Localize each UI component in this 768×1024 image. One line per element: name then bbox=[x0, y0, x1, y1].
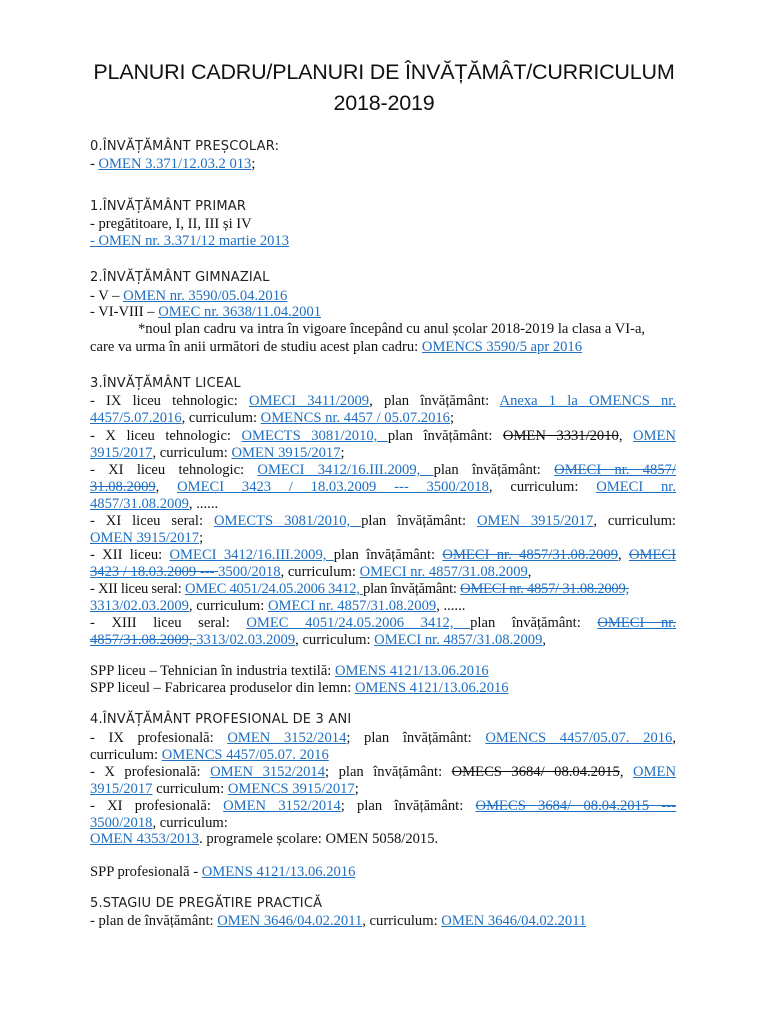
text: - XI liceu seral: bbox=[90, 513, 214, 529]
prof-ix-line-2 bbox=[90, 747, 676, 764]
text: plan învățământ: bbox=[387, 428, 503, 444]
text: ; bbox=[340, 445, 345, 461]
gimnazial-note-2 bbox=[90, 339, 676, 356]
link-omeci-4857-seral-curr[interactable]: OMECI nr. 4857/31.08.2009 bbox=[267, 598, 437, 614]
liceal-x-line-1 bbox=[90, 428, 676, 445]
struck-link-omecs-3684[interactable]: OMECS 3684/ 08.04.2015 --- bbox=[475, 798, 676, 814]
gimnazial-line-1 bbox=[90, 288, 676, 305]
link-omen-prof-x[interactable]: OMEN bbox=[633, 764, 676, 780]
struck-link-omeci-4857-xii[interactable]: OMECI nr. 4857/31.08.2009 bbox=[442, 547, 618, 563]
link-omencs-3915[interactable]: OMENCS 3915/2017 bbox=[227, 781, 355, 797]
text: , curriculum: bbox=[295, 632, 375, 648]
link-omeci-nr[interactable]: OMECI nr. bbox=[596, 479, 676, 495]
spp-liceu-textila bbox=[90, 663, 676, 680]
text: , curriculum: bbox=[152, 815, 228, 831]
text: - XI liceu tehnologic: bbox=[90, 462, 258, 478]
spp-liceu-lemn bbox=[90, 680, 676, 697]
text: , bbox=[672, 730, 676, 746]
struck-link-3423[interactable]: 3423 / 18.03.2009 --- bbox=[90, 564, 219, 580]
text: . programele școlare: OMEN 5058/2015. bbox=[199, 831, 439, 847]
liceal-ix-line-2 bbox=[90, 410, 676, 427]
section-heading-liceal: 3.ÎNVĂȚĂMÂNT LICEAL bbox=[90, 376, 241, 391]
text: , curriculum: bbox=[280, 564, 360, 580]
text: - X liceu tehnologic: bbox=[90, 428, 242, 444]
text: - plan de învățământ: bbox=[90, 913, 218, 929]
text: - VI-VIII – bbox=[90, 304, 159, 320]
prof-ix-line-1 bbox=[90, 730, 676, 747]
text: , ...... bbox=[436, 598, 466, 614]
link-omeci-4857-xiii-curr[interactable]: OMECI nr. 4857/31.08.2009 bbox=[374, 632, 543, 648]
text: care va urma în anii următori de studiu acest plan cadru: bbox=[90, 339, 422, 355]
text: , ...... bbox=[188, 496, 219, 512]
struck-link-omeci-4857-seral[interactable]: OMECI nr. 4857/ 31.08.2009, bbox=[460, 581, 629, 597]
section-heading-primar: 1.ÎNVĂȚĂMÂNT PRIMAR bbox=[90, 199, 247, 214]
liceal-xiii-line-2 bbox=[90, 632, 676, 649]
text: , bbox=[618, 547, 629, 563]
text: , curriculum: bbox=[152, 445, 232, 461]
text: plan învățământ: bbox=[333, 547, 443, 563]
link-3500-2018[interactable]: 3500/2018 bbox=[218, 564, 281, 580]
link-omects-3081-seral[interactable]: OMECTS 3081/2010, bbox=[213, 513, 362, 529]
link-3500-prof[interactable]: 3500/2018 bbox=[90, 815, 153, 831]
link-omec-4051[interactable]: OMEC 4051/24.05.2006 3412, bbox=[184, 581, 364, 597]
text: , curriculum: bbox=[362, 913, 442, 929]
text: ; bbox=[354, 781, 359, 797]
link-omec-4051-xiii[interactable]: OMEC 4051/24.05.2006 3412, bbox=[246, 615, 471, 631]
link-omeci-4857-xii-curr[interactable]: OMECI nr. 4857/31.08.2009 bbox=[359, 564, 528, 580]
text: - bbox=[90, 156, 99, 172]
liceal-xiii-line-1 bbox=[90, 615, 676, 632]
text: - V – bbox=[90, 288, 124, 304]
link-omen-3371[interactable]: OMEN 3.371/12.03.2 013 bbox=[98, 156, 252, 172]
text: plan învățământ: bbox=[470, 615, 598, 631]
text: plan învățământ: bbox=[361, 513, 477, 529]
link-4457-2016[interactable]: 4457/5.07.2016 bbox=[90, 410, 182, 426]
text: ; plan învățământ: bbox=[346, 730, 486, 746]
section-heading-prescolar: 0.ÎNVĂȚĂMÂNT PREȘCOLAR: bbox=[90, 139, 280, 154]
link-omen-3152-ix[interactable]: OMEN 3152/2014 bbox=[227, 730, 347, 746]
liceal-xi-seral-line-1 bbox=[90, 513, 676, 530]
text: , bbox=[155, 479, 178, 495]
text: plan învățământ: bbox=[433, 462, 555, 478]
text: , curriculum: bbox=[488, 479, 597, 495]
text: - X profesională: bbox=[90, 764, 211, 780]
prof-xi-line-1 bbox=[90, 798, 676, 815]
struck-link-omeci-4857[interactable]: OMECI nr. 4857/ bbox=[554, 462, 676, 478]
prof-xi-line-2 bbox=[90, 815, 676, 832]
liceal-xii-line-2 bbox=[90, 564, 676, 581]
link-omen-4353[interactable]: OMEN 4353/2013 bbox=[90, 831, 200, 847]
text: - XI profesională: bbox=[90, 798, 224, 814]
text: , bbox=[619, 764, 634, 780]
link-omencs-4457[interactable]: OMENCS nr. 4457 / 05.07.2016 bbox=[260, 410, 450, 426]
section-heading-stagiu: 5.STAGIU DE PREGĂTIRE PRACTICĂ bbox=[90, 896, 323, 911]
liceal-xi-line-1 bbox=[90, 462, 676, 479]
link-omen-3152-x[interactable]: OMEN 3152/2014 bbox=[210, 764, 326, 780]
link-omeci-3412-xii[interactable]: OMECI 3412/16.III.2009, bbox=[169, 547, 334, 563]
link-3313-2009[interactable]: 3313/02.03.2009 bbox=[90, 598, 189, 614]
link-omeci-3423[interactable]: OMECI 3423 / 18.03.2009 --- 3500/2018 bbox=[177, 479, 489, 495]
text: - IX liceu tehnologic: bbox=[90, 393, 250, 409]
link-omens-4121-b[interactable]: OMENS 4121/13.06.2016 bbox=[354, 680, 509, 696]
gimnazial-note-1: *noul plan cadru va intra în vigoare începând cu anul școlar 2018-2019 la clasa a VI-a, bbox=[138, 321, 646, 337]
struck-link-31-08-2009[interactable]: 31.08.2009 bbox=[90, 479, 156, 495]
text: , bbox=[542, 632, 547, 648]
struck-link-omeci-xii[interactable]: OMECI bbox=[628, 547, 677, 563]
link-omects-3081[interactable]: OMECTS 3081/2010, bbox=[241, 428, 388, 444]
link-omeci-3412[interactable]: OMECI 3412/16.III.2009, bbox=[257, 462, 434, 478]
link-3313-xiii[interactable]: 3313/02.03.2009 bbox=[196, 632, 296, 648]
gimnazial-line-2 bbox=[90, 304, 676, 321]
text: curriculum: bbox=[152, 781, 228, 797]
link-omen-3915-b[interactable]: OMEN 3915/2017 bbox=[231, 445, 341, 461]
link-omec-3638[interactable]: OMEC nr. 3638/11.04.2001 bbox=[158, 304, 322, 320]
section-heading-profesional: 4.ÎNVĂȚĂMÂNT PROFESIONAL DE 3 ANI bbox=[90, 712, 352, 727]
link-omeci-3411[interactable]: OMECI 3411/2009 bbox=[249, 393, 370, 409]
struck-omecs-3684: OMECS 3684/ 08.04.2015 bbox=[451, 764, 620, 780]
link-omens-4121-a[interactable]: OMENS 4121/13.06.2016 bbox=[335, 663, 489, 679]
liceal-ix-line-1 bbox=[90, 393, 676, 410]
link-omencs-4457-ix-curr[interactable]: OMENCS 4457/05.07. 2016 bbox=[161, 747, 329, 763]
link-anexa-1[interactable]: Anexa 1 la OMENCS nr. bbox=[499, 393, 676, 409]
page-title: PLANURI CADRU/PLANURI DE ÎNVĂȚĂMÂT/CURRICULUM bbox=[93, 60, 675, 84]
struck-omen-3331: OMEN 3331/2010 bbox=[502, 428, 619, 444]
text: ; bbox=[199, 530, 204, 546]
text: ; plan învățământ: bbox=[340, 798, 476, 814]
spp-profesionala bbox=[90, 864, 676, 881]
page-subtitle-year: 2018-2019 bbox=[333, 91, 435, 115]
section-heading-gimnazial: 2.ÎNVĂȚĂMÂNT GIMNAZIAL bbox=[90, 270, 270, 285]
text: , curriculum: bbox=[593, 513, 676, 529]
prof-x-line-2 bbox=[90, 781, 676, 798]
text: - XII liceu: bbox=[90, 547, 170, 563]
stagiu-line bbox=[90, 913, 676, 930]
liceal-xi-line-2 bbox=[90, 479, 676, 496]
text: ; bbox=[449, 410, 455, 426]
text: - IX profesională: bbox=[90, 730, 228, 746]
text: plan învățământ: bbox=[363, 581, 461, 597]
link-3915-2017[interactable]: 3915/2017 bbox=[90, 445, 153, 461]
text: , bbox=[618, 428, 633, 444]
liceal-xii-seral-line-2 bbox=[90, 598, 676, 615]
primar-line-2 bbox=[90, 233, 676, 250]
prof-xi-line-3 bbox=[90, 831, 676, 848]
text: ; bbox=[251, 156, 256, 172]
text: ; plan învățământ: bbox=[325, 764, 452, 780]
link-omen-3915-a[interactable]: OMEN bbox=[633, 428, 676, 444]
text: SPP liceu – Tehnician în industria textilă: bbox=[90, 663, 336, 679]
liceal-xi-line-3 bbox=[90, 496, 676, 513]
struck-link-omeci-nr-xiii[interactable]: OMECI nr. bbox=[597, 615, 676, 631]
text: SPP profesională - bbox=[90, 864, 202, 880]
prescolar-line bbox=[90, 156, 676, 173]
text: , curriculum: bbox=[181, 410, 261, 426]
text: , plan învățământ: bbox=[369, 393, 500, 409]
link-omencs-4457-ix[interactable]: OMENCS 4457/05.07. 2016 bbox=[485, 730, 673, 746]
liceal-xi-seral-line-2 bbox=[90, 530, 676, 547]
link-omen-3915-seral-curr[interactable]: OMEN 3915/2017 bbox=[90, 530, 200, 546]
link-omen-3646-curr[interactable]: OMEN 3646/04.02.2011 bbox=[441, 913, 587, 929]
primar-line-1: - pregătitoare, I, II, III și IV bbox=[90, 216, 252, 232]
link-4857-31-08-2009[interactable]: 4857/31.08.2009 bbox=[90, 496, 189, 512]
liceal-x-line-2 bbox=[90, 445, 676, 462]
link-omen-3152-xi[interactable]: OMEN 3152/2014 bbox=[223, 798, 341, 814]
text: curriculum: bbox=[90, 747, 162, 763]
text: , bbox=[527, 564, 532, 580]
liceal-xii-line-1 bbox=[90, 547, 676, 564]
link-omen-3590[interactable]: OMEN nr. 3590/05.04.2016 bbox=[123, 288, 288, 304]
link-omens-4121-prof[interactable]: OMENS 4121/13.06.2016 bbox=[201, 864, 356, 880]
struck-link-4857-xiii[interactable]: 4857/31.08.2009, bbox=[90, 632, 197, 648]
link-omen-3646-plan[interactable]: OMEN 3646/04.02.2011 bbox=[217, 913, 363, 929]
text: - XIII liceu seral: bbox=[90, 615, 247, 631]
text: , curriculum: bbox=[188, 598, 268, 614]
link-omen-3371-martie[interactable]: - OMEN nr. 3.371/12 martie 2013 bbox=[90, 233, 290, 249]
prof-x-line-1 bbox=[90, 764, 676, 781]
link-omen-3915-seral[interactable]: OMEN 3915/2017 bbox=[476, 513, 594, 529]
text: SPP liceul – Fabricarea produselor din lemn: bbox=[90, 680, 355, 696]
text: - XII liceu seral: bbox=[90, 581, 185, 597]
liceal-xii-seral-line-1 bbox=[90, 581, 676, 598]
link-omencs-3590[interactable]: OMENCS 3590/5 apr 2016 bbox=[421, 339, 583, 355]
link-3915-prof[interactable]: 3915/2017 bbox=[90, 781, 153, 797]
